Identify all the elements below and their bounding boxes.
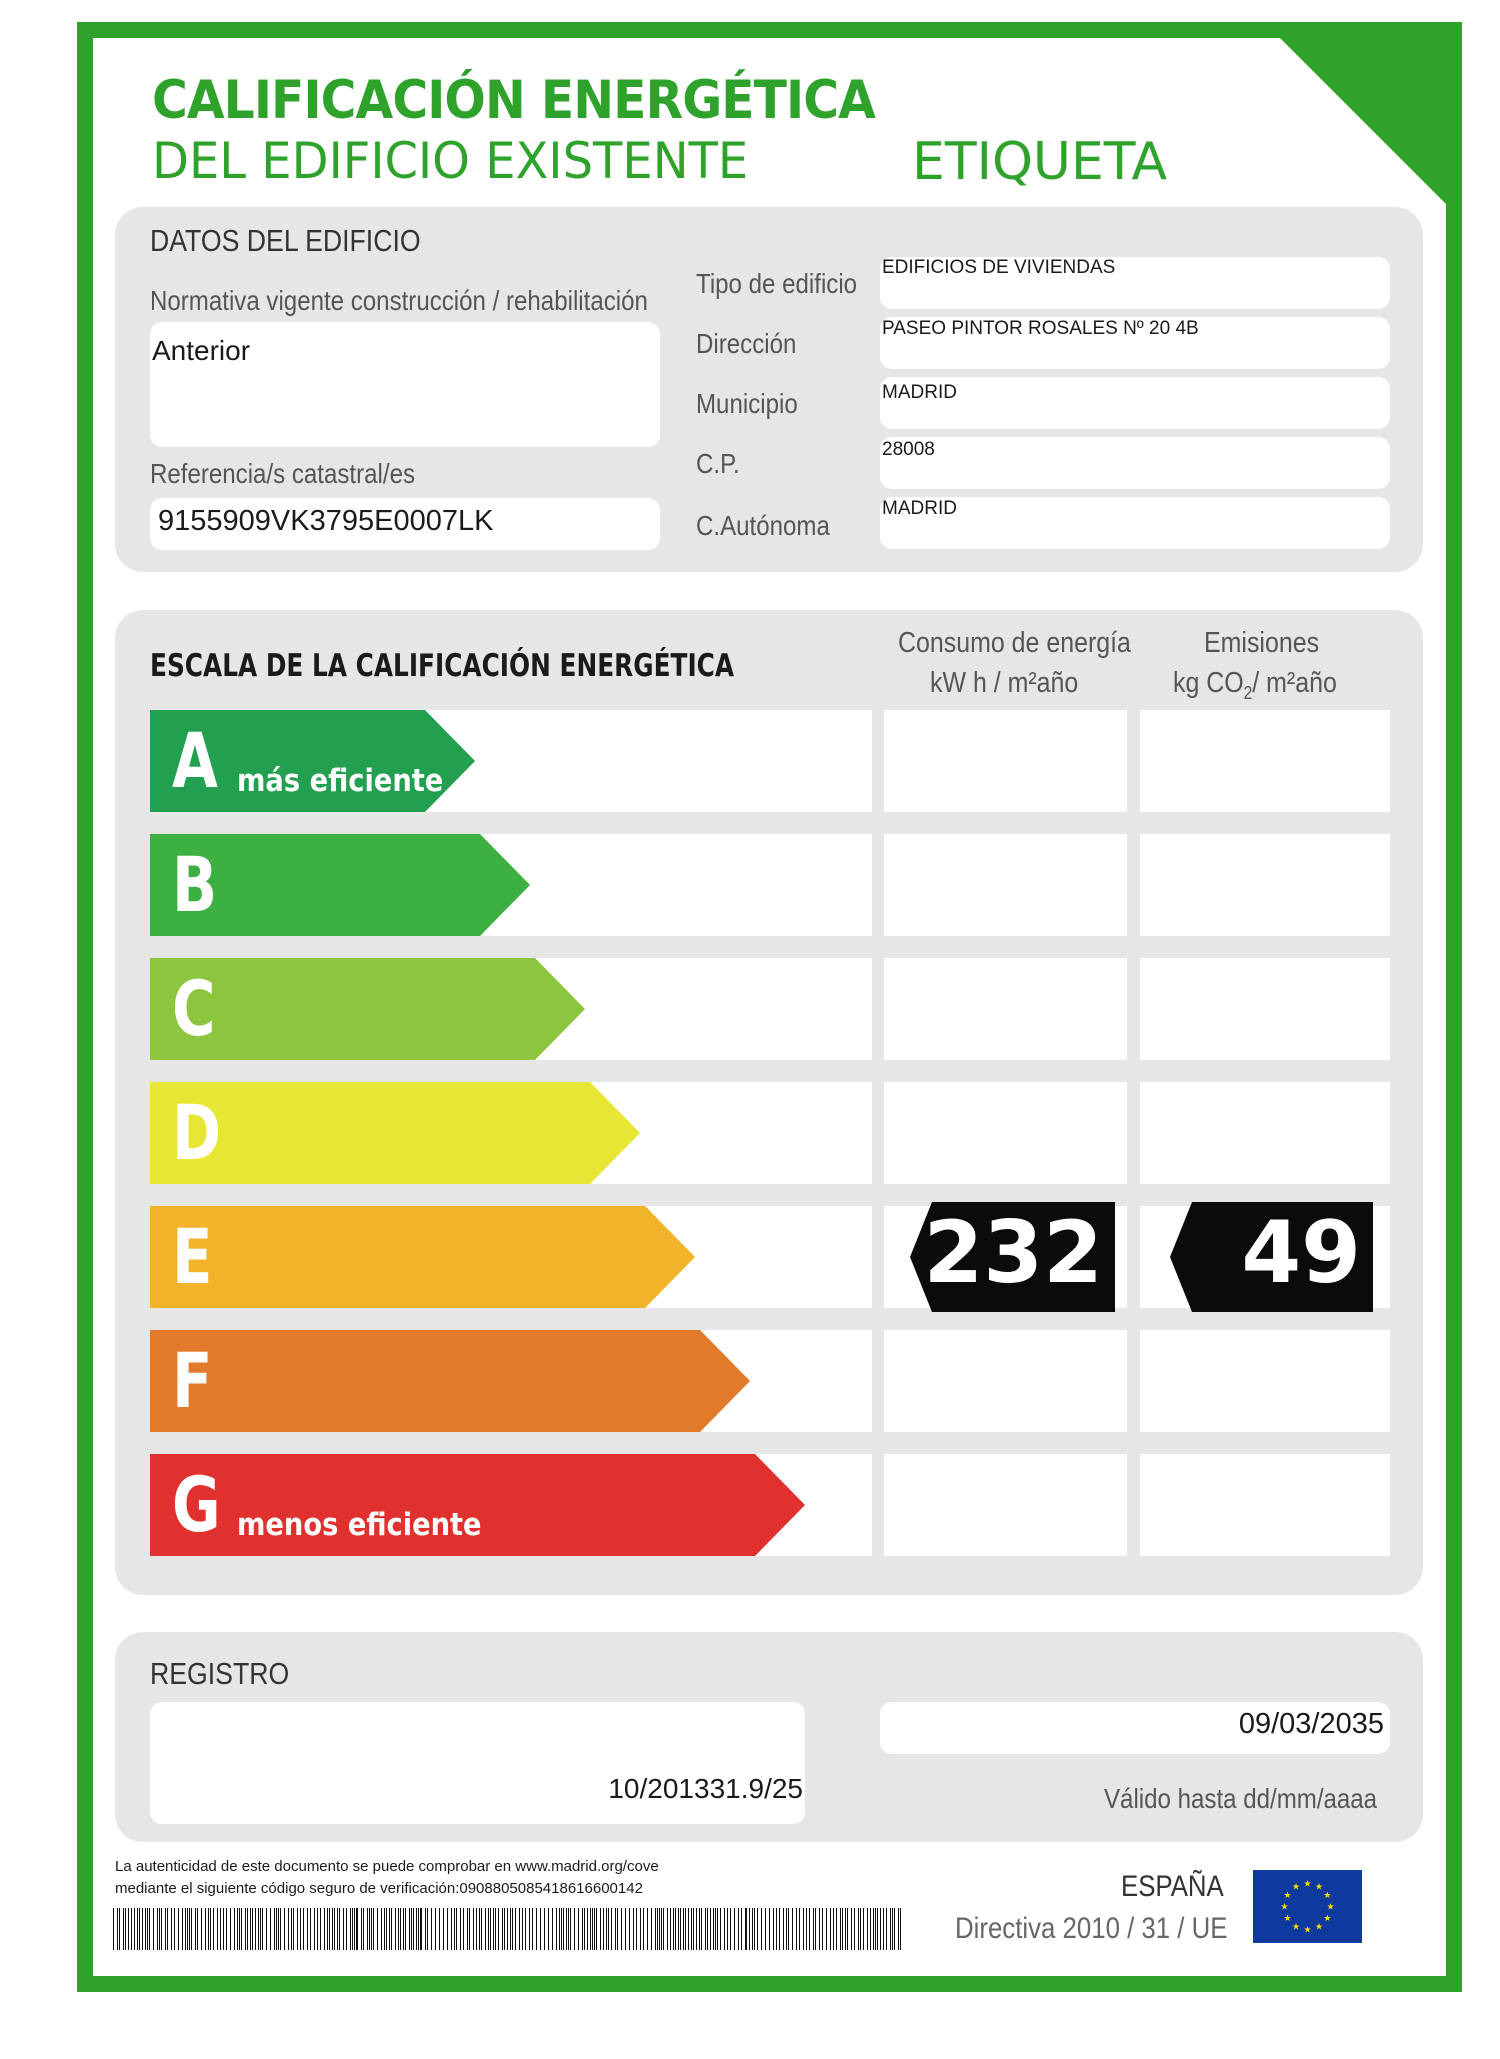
- svg-text:★: ★: [1326, 1902, 1335, 1913]
- emissions-unit: [1173, 667, 1337, 704]
- emissions-header: Emisiones: [1204, 627, 1320, 659]
- grade-letter-c: C: [172, 964, 216, 1053]
- grade-arrow-shape-f: [150, 1330, 750, 1432]
- eu-stars: [1253, 1870, 1362, 1943]
- field-value-region: MADRID: [882, 498, 957, 519]
- norm-label: Normativa vigente construcción / rehabilitación: [150, 285, 648, 316]
- valid-until-label: Válido hasta dd/mm/aaaa: [1104, 1783, 1378, 1814]
- svg-text:★: ★: [1291, 1922, 1301, 1933]
- emissions-marker: [1170, 1202, 1373, 1312]
- field-value-postcode: 28008: [882, 439, 935, 460]
- norm-value: Anterior: [152, 335, 251, 366]
- scale-section-title: ESCALA DE LA CALIFICACIÓN ENERGÉTICA: [150, 648, 735, 684]
- svg-text:★: ★: [1323, 1891, 1332, 1901]
- consumption-value: 232: [923, 1203, 1103, 1303]
- emissions-cell-b: [1140, 834, 1390, 936]
- field-label-region: C.Autónoma: [696, 510, 830, 541]
- svg-text:★: ★: [1314, 1922, 1324, 1933]
- svg-text:★: ★: [1280, 1902, 1289, 1913]
- eu-flag-icon: [1253, 1870, 1362, 1943]
- grade-arrow-f: [150, 1330, 750, 1432]
- consumption-cell-f: [884, 1330, 1127, 1432]
- consumption-cell-g: [884, 1454, 1127, 1556]
- grade-letter-f: F: [172, 1336, 213, 1425]
- svg-text:★: ★: [1303, 1879, 1312, 1890]
- field-value-address: PASEO PINTOR ROSALES Nº 20 4B: [882, 318, 1199, 339]
- emissions-cell-f: [1140, 1330, 1390, 1432]
- svg-text:★: ★: [1314, 1882, 1324, 1893]
- svg-text:★: ★: [1323, 1914, 1332, 1924]
- registry-number: 10/201331.9/25: [608, 1773, 803, 1804]
- field-value-building-type: EDIFICIOS DE VIVIENDAS: [882, 257, 1116, 278]
- consumption-header: Consumo de energía: [898, 627, 1131, 659]
- grade-arrow-g: [150, 1454, 805, 1556]
- building-section-title: DATOS DEL EDIFICIO: [150, 223, 421, 258]
- directive-label: Directiva 2010 / 31 / UE: [955, 1912, 1228, 1945]
- grade-arrow-a: [150, 710, 475, 812]
- grade-letter-b: B: [172, 840, 218, 929]
- consumption-marker: [910, 1202, 1115, 1312]
- registry-section-title: REGISTRO: [150, 1656, 290, 1691]
- field-label-address: Dirección: [696, 328, 797, 359]
- registry-number-field: [150, 1702, 805, 1824]
- title-main: CALIFICACIÓN ENERGÉTICA: [152, 70, 875, 131]
- grade-letter-e: E: [172, 1212, 213, 1301]
- grade-letter-a: A: [172, 716, 218, 805]
- emissions-unit-prefix: kg CO: [1173, 667, 1244, 699]
- emissions-value: 49: [1241, 1203, 1361, 1303]
- svg-text:★: ★: [1283, 1914, 1292, 1924]
- grade-arrow-shape-d: [150, 1082, 640, 1184]
- auth-line-2: mediante el siguiente código seguro de verificación:0908805085418616600142: [115, 1880, 643, 1897]
- field-postcode: [880, 437, 1390, 489]
- grade-arrow-d: [150, 1082, 640, 1184]
- grade-sublabel-a: más eficiente: [237, 763, 444, 799]
- svg-text:★: ★: [1291, 1882, 1301, 1893]
- grade-letter-g: G: [172, 1460, 221, 1549]
- auth-line-1: La autenticidad de este documento se puede comprobar en www.madrid.org/cove: [115, 1858, 659, 1875]
- title-sub: DEL EDIFICIO EXISTENTE: [152, 132, 749, 190]
- cadastral-label: Referencia/s catastral/es: [150, 458, 416, 489]
- consumption-cell-c: [884, 958, 1127, 1060]
- valid-until-date: 09/03/2035: [1238, 1708, 1384, 1740]
- country-label: ESPAÑA: [1121, 1870, 1224, 1903]
- emissions-cell-d: [1140, 1082, 1390, 1184]
- emissions-cell-c: [1140, 958, 1390, 1060]
- emissions-unit-suffix: / m²año: [1252, 667, 1337, 699]
- grade-arrow-shape-e: [150, 1206, 695, 1308]
- consumption-cell-b: [884, 834, 1127, 936]
- svg-text:★: ★: [1283, 1891, 1292, 1901]
- field-value-municipality: MADRID: [882, 382, 957, 403]
- verification-barcode: [113, 1908, 903, 1950]
- field-label-postcode: C.P.: [696, 448, 740, 479]
- emissions-cell-g: [1140, 1454, 1390, 1556]
- consumption-cell-d: [884, 1082, 1127, 1184]
- grade-arrow-c: [150, 958, 585, 1060]
- emissions-unit-sub: 2: [1243, 682, 1253, 703]
- grade-sublabel-g: menos eficiente: [237, 1507, 482, 1543]
- field-label-building-type: Tipo de edificio: [696, 268, 858, 299]
- consumption-cell-a: [884, 710, 1127, 812]
- label-type: ETIQUETA: [912, 132, 1168, 192]
- svg-text:★: ★: [1303, 1925, 1312, 1936]
- consumption-unit: kW h / m²año: [930, 667, 1079, 699]
- field-label-municipality: Municipio: [696, 388, 798, 419]
- grade-letter-d: D: [172, 1088, 222, 1177]
- emissions-cell-a: [1140, 710, 1390, 812]
- cadastral-value: 9155909VK3795E0007LK: [158, 505, 494, 537]
- grade-arrow-e: [150, 1206, 695, 1308]
- grade-arrow-b: [150, 834, 530, 936]
